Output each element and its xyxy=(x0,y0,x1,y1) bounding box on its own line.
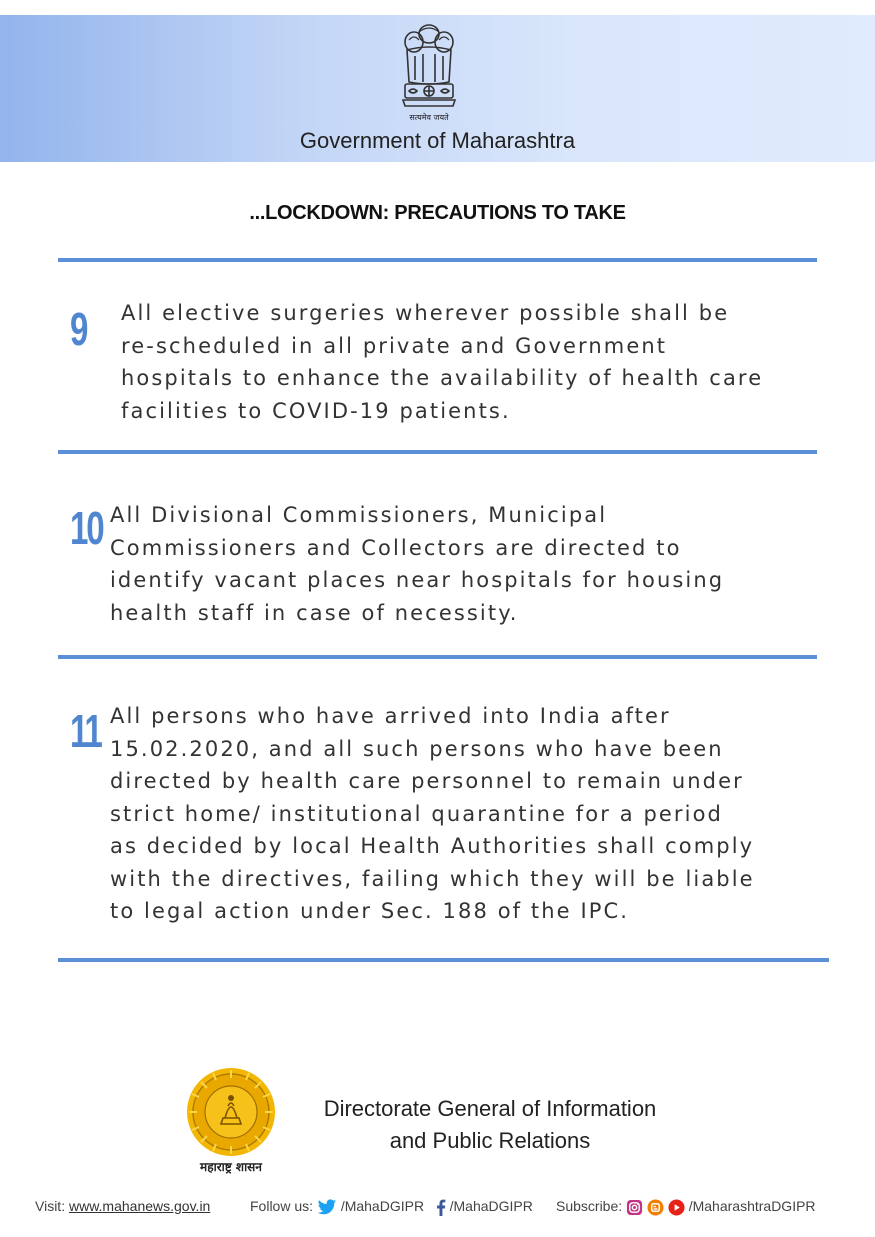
visit-label: Visit: xyxy=(35,1198,66,1214)
emblem-motto: सत्यमेव जयते xyxy=(409,113,449,122)
item-number: 11 xyxy=(70,705,101,757)
subscribe-label: Subscribe: xyxy=(556,1198,623,1214)
divider xyxy=(58,450,817,454)
item-text: All Divisional Commissioners, Municipal Commissioners and Collectors are directed to identify vacant places near hospitals for housing health staff in case of necessity. xyxy=(110,503,725,625)
page-heading: ...LOCKDOWN: PRECAUTIONS TO TAKE xyxy=(249,202,626,224)
item-number: 9 xyxy=(70,303,87,355)
item-text: All persons who have arrived into India after 15.02.2020, and all such persons who have been directed by health care personnel to remain under strict home/ institutional quarantine for a period as decided by local Health Authorities shall comply with the directives, failing which they will be liable to legal action under Sec. 188 of the IPC. xyxy=(110,704,755,923)
subscribe-handle[interactable]: /MaharashtraDGIPR xyxy=(688,1198,816,1214)
follow-label: Follow us: xyxy=(250,1198,314,1214)
footer-visit xyxy=(35,1198,210,1214)
maharashtra-seal-icon xyxy=(185,1066,277,1158)
divider xyxy=(58,958,829,962)
footer-follow xyxy=(250,1198,533,1216)
facebook-handle[interactable]: /MahaDGIPR xyxy=(449,1198,533,1214)
divider xyxy=(58,258,817,262)
item-number: 10 xyxy=(70,502,103,554)
organization-name: Directorate General of Information and Public Relations xyxy=(323,1096,657,1153)
youtube-icon[interactable] xyxy=(668,1199,685,1216)
blogger-icon[interactable] xyxy=(647,1199,664,1216)
facebook-icon[interactable] xyxy=(436,1199,446,1216)
twitter-handle[interactable]: /MahaDGIPR xyxy=(340,1198,425,1214)
national-emblem-icon xyxy=(397,20,461,124)
divider xyxy=(58,655,817,659)
footer-subscribe xyxy=(556,1198,816,1216)
government-title: Government of Maharashtra xyxy=(299,128,576,153)
website-link[interactable]: www.mahanews.gov.in xyxy=(68,1198,211,1214)
seal-caption: महाराष्ट्र शासन xyxy=(200,1160,262,1174)
item-text: All elective surgeries wherever possible shall be re-scheduled in all private and Government hospitals to enhance the availability of health care facilities to COVID-19 patients. xyxy=(121,301,764,423)
twitter-icon[interactable] xyxy=(317,1199,337,1216)
instagram-icon[interactable] xyxy=(626,1199,643,1216)
